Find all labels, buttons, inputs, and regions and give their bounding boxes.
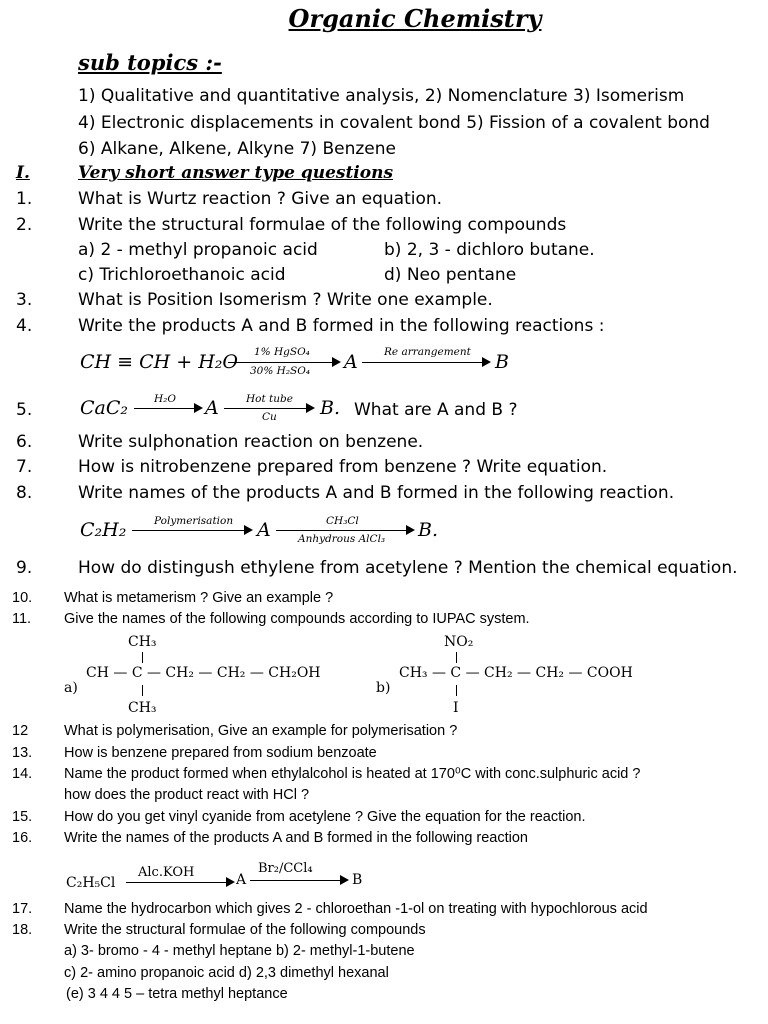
question-number: 4. — [16, 316, 33, 336]
question-number: 13. — [12, 745, 33, 761]
equation-reactants: C₂H₅Cl — [66, 875, 116, 891]
subtopic-line-2: 4) Electronic displacements in covalent bond 5) Fission of a covalent bond — [78, 113, 710, 133]
question-text: How do distingush ethylene from acetylene ? Mention the chemical equation. — [78, 558, 738, 578]
product-a: A — [236, 872, 247, 888]
question-text: Write names of the products A and B formed in the following reaction. — [78, 483, 675, 503]
question-text: Name the product formed when ethylalcohol is heated at 170⁰C with conc.sulphuric acid ? — [64, 766, 641, 782]
product-a: A — [205, 397, 219, 419]
bond-line — [456, 685, 457, 696]
section-title: Very short answer type questions — [78, 163, 394, 183]
question-text: How is benzene prepared from sodium benzoate — [64, 745, 377, 761]
question-number: 7. — [16, 457, 33, 477]
structure-label: b) — [376, 680, 391, 696]
product-a: A — [344, 351, 358, 373]
arrow-condition-bottom: 30% H₂SO₄ — [250, 365, 311, 377]
arrow-condition-top: Hot tube — [246, 393, 293, 405]
question-text: What is Position Isomerism ? Write one example. — [78, 290, 493, 310]
question-text: What are A and B ? — [354, 400, 518, 420]
question-number: 1. — [16, 189, 33, 209]
question-text: how does the product react with HCl ? — [64, 787, 310, 803]
product-a: A — [257, 519, 271, 541]
question-option: a) 2 - methyl propanoic acid — [78, 240, 318, 260]
question-text: Write the structural formulae of the following compounds — [78, 215, 567, 235]
bond-line — [456, 652, 457, 663]
question-option: d) Neo pentane — [384, 265, 517, 285]
question-number: 3. — [16, 290, 33, 310]
question-text: Write the products A and B formed in the following reactions : — [78, 316, 605, 336]
substituent-bottom: CH₃ — [128, 700, 157, 716]
question-text: What is polymerisation, Give an example for polymerisation ? — [64, 723, 458, 739]
main-chain: CH₃ — C — CH₂ — CH₂ — COOH — [399, 665, 633, 681]
question-number: 9. — [16, 558, 33, 578]
question-text: What is metamerism ? Give an example ? — [64, 590, 334, 606]
question-number: 11. — [12, 611, 32, 627]
subtopics-heading: sub topics :- — [78, 50, 222, 75]
question-number: 17. — [12, 901, 33, 917]
substituent-top: NO₂ — [444, 634, 474, 650]
equation-reactants: CH ≡ CH + H₂O — [80, 351, 238, 373]
subtopic-line-1: 1) Qualitative and quantitative analysis, 2) Nomenclature 3) Isomerism — [78, 86, 685, 106]
arrow-condition-bottom: Cu — [262, 411, 277, 423]
question-number: 16. — [12, 830, 33, 846]
page-title: Organic Chemistry — [288, 4, 542, 33]
question-text: Write sulphonation reaction on benzene. — [78, 432, 424, 452]
equation-reactants: CaC₂ — [80, 397, 129, 419]
question-text: Name the hydrocarbon which gives 2 - chloroethan -1-ol on treating with hypochlorous acid — [64, 901, 648, 917]
product-b: B — [352, 872, 363, 888]
question-option: c) 2- amino propanoic acid d) 2,3 dimethyl hexanal — [64, 965, 389, 981]
product-b: B — [495, 351, 509, 373]
question-option: b) 2, 3 - dichloro butane. — [384, 240, 595, 260]
bond-line — [142, 685, 143, 696]
question-option: a) 3- bromo - 4 - methyl heptane b) 2- methyl-1-butene — [64, 943, 415, 959]
question-number: 12 — [12, 723, 29, 739]
arrow-condition-top: H₂O — [154, 393, 176, 405]
arrow-condition-top: Polymerisation — [154, 515, 234, 527]
arrow-condition-top: 1% HgSO₄ — [254, 346, 310, 358]
question-number: 2. — [16, 215, 33, 235]
question-text: How is nitrobenzene prepared from benzene ? Write equation. — [78, 457, 608, 477]
question-number: 18. — [12, 922, 33, 938]
question-number: 8. — [16, 483, 33, 503]
question-number: 5. — [16, 400, 33, 420]
main-chain: CH — C — CH₂ — CH₂ — CH₂OH — [86, 665, 321, 681]
question-option: c) Trichloroethanoic acid — [78, 265, 286, 285]
question-text: Give the names of the following compounds according to IUPAC system. — [64, 611, 530, 627]
arrow-condition-top: Br₂/CCl₄ — [258, 861, 313, 876]
question-number: 15. — [12, 809, 33, 825]
structure-label: a) — [64, 680, 78, 696]
question-text: What is Wurtz reaction ? Give an equation. — [78, 189, 443, 209]
question-option: (e) 3 4 4 5 – tetra methyl heptance — [66, 986, 288, 1002]
bond-line — [142, 652, 143, 663]
substituent-bottom: I — [453, 700, 459, 716]
question-text: Write the names of the products A and B formed in the following reaction — [64, 830, 528, 846]
question-text: How do you get vinyl cyanide from acetylene ? Give the equation for the reaction. — [64, 809, 586, 825]
question-number: 6. — [16, 432, 33, 452]
subtopic-line-3: 6) Alkane, Alkene, Alkyne 7) Benzene — [78, 139, 396, 159]
question-text: Write the structural formulae of the following compounds — [64, 922, 426, 938]
arrow-condition-top: Alc.KOH — [138, 865, 195, 880]
product-b: B. — [418, 519, 439, 541]
arrow-condition-bottom: Anhydrous AlCl₃ — [298, 533, 386, 545]
equation-reactants: C₂H₂ — [80, 519, 127, 541]
question-number: 14. — [12, 766, 33, 782]
arrow-condition-top: Re arrangement — [384, 346, 471, 358]
section-number: I. — [16, 163, 30, 183]
arrow-condition-top: CH₃Cl — [326, 515, 359, 527]
question-number: 10. — [12, 590, 33, 606]
substituent-top: CH₃ — [128, 634, 157, 650]
product-b: B. — [320, 397, 341, 419]
